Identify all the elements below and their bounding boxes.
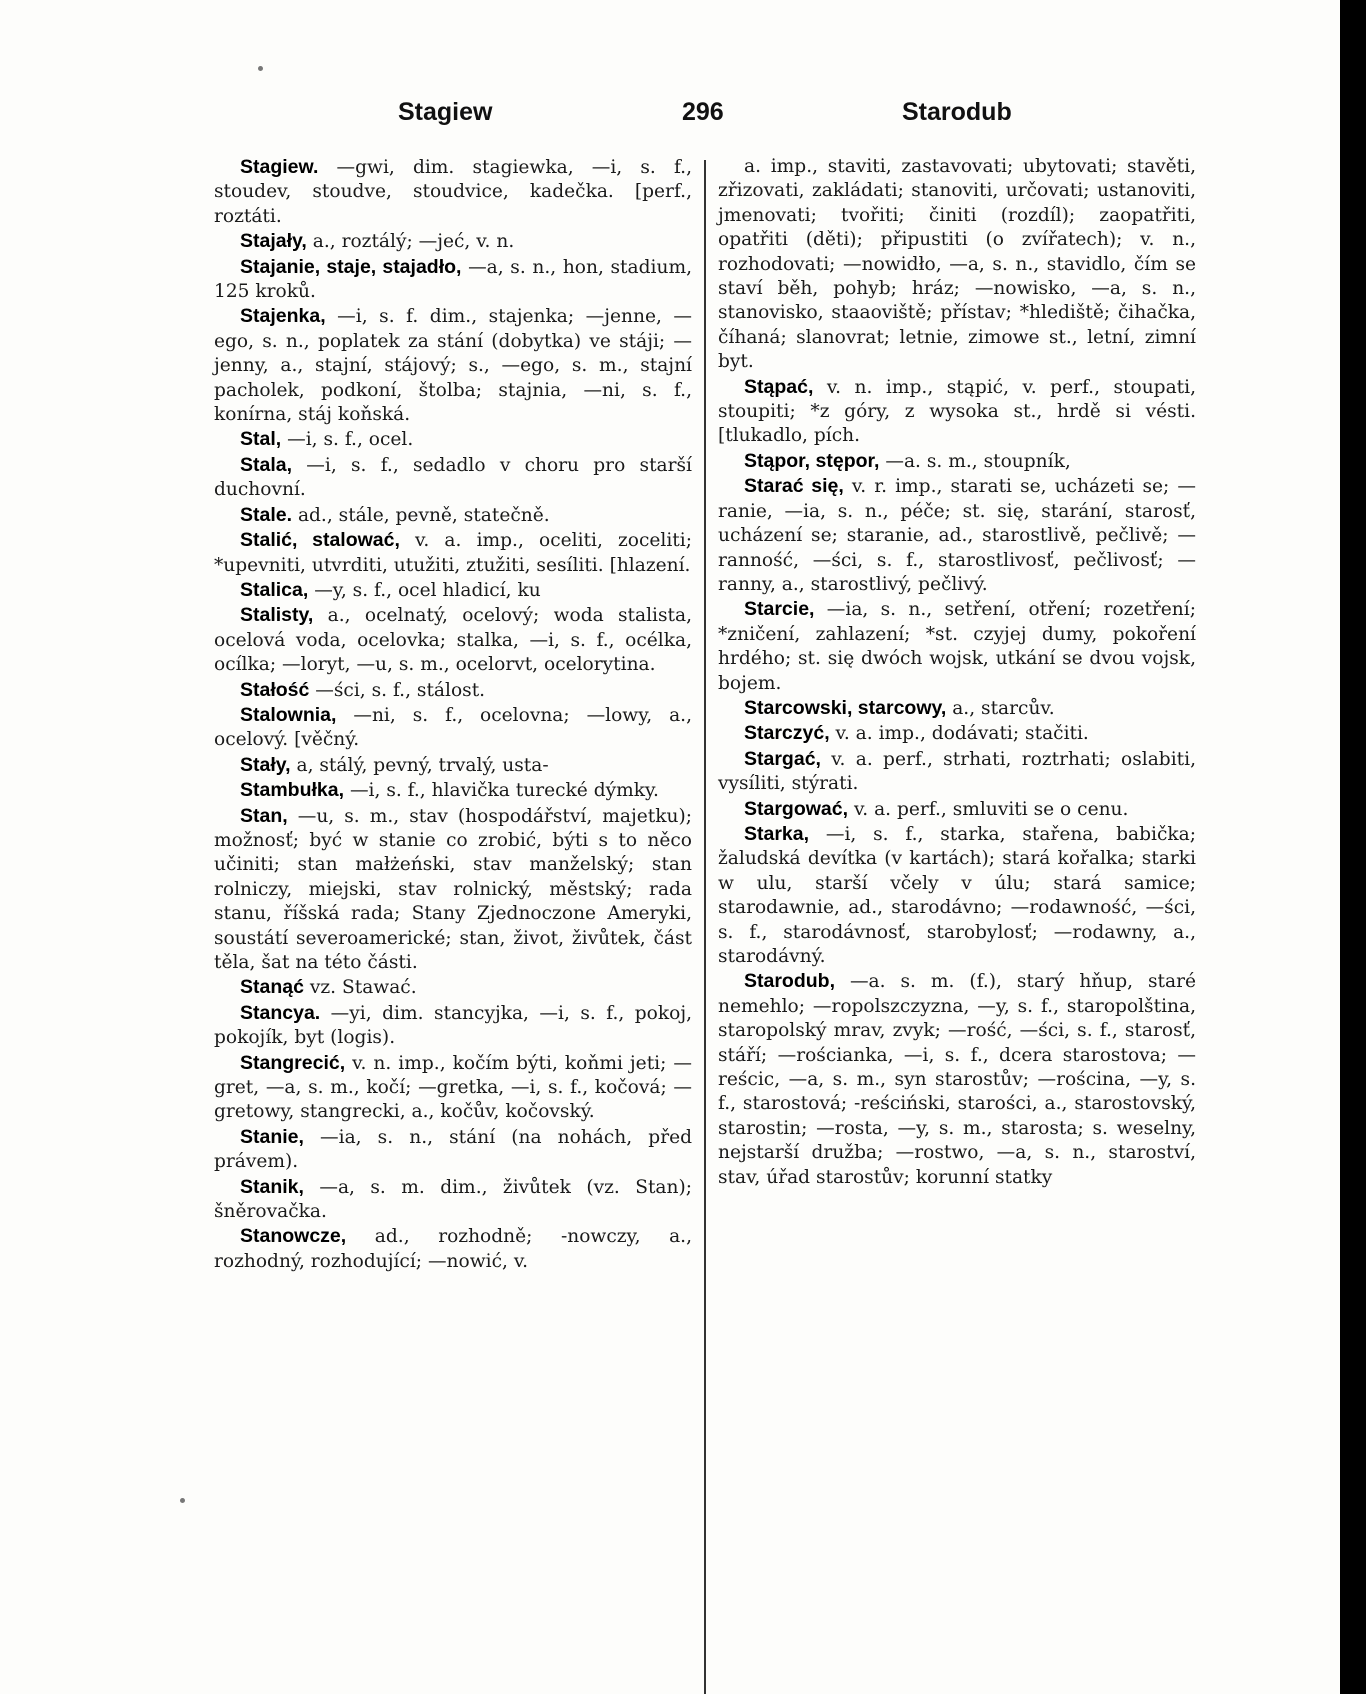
entry-headword: Stanąć [240, 976, 304, 999]
dictionary-entry: Stajanie, staje, stajadło, —a, s. n., hon, stadium, 125 kroků. [214, 255, 692, 303]
entry-headword: Stalić, stalować, [240, 529, 400, 552]
dictionary-entry: Stąpać, v. n. imp., stąpić, v. perf., stoupati, stoupiti; *z góry, z wysoka st., hrdě si vésti. [tlukadlo, pích. [718, 375, 1196, 447]
header-left-guideword: Stagiew [398, 98, 493, 126]
entry-headword: Stały, [240, 753, 291, 776]
dictionary-entry: Stalica, —y, s. f., ocel hladicí, ku [240, 578, 541, 601]
dictionary-entry: Stajenka, —i, s. f. dim., stajenka; —jenne, —ego, s. n., poplatek za stání (dobytka) ve stáji; —jenny, a., stajní, stájový; s., —ego, s. m., stajní pacholek, podkoní, štolba; stajnia, —ni, s. f., konírna, stáj koňská. [214, 305, 692, 426]
entry-headword: Starczyć, [744, 722, 830, 745]
dictionary-entry: Stale. ad., stále, pevně, statečně. [240, 503, 550, 526]
dictionary-entry: Stan, —u, s. m., stav (hospodářství, majetku); možnosť; być w stanie co zrobić, býti s to něco učiniti; stan małżeński, stav manželský; stan rolniczy, miejski, stav rolnický, městský; rada stanu, říšská rada; Stany Zjednoczone Ameryki, soustátí severoamerické; stan, život, živůtek, část těla, šat na této části. [214, 804, 692, 973]
dictionary-entry: Stalić, stalować, v. a. imp., oceliti, zoceliti; *upevniti, utvrditi, utužiti, ztužiti, sesíliti. [hlazení. [214, 529, 692, 576]
dictionary-entry: Stały, a, stálý, pevný, trvalý, usta- [240, 753, 549, 776]
dictionary-entry: Stancya. —yi, dim. stancyjka, —i, s. f., pokoj, pokojík, byt (logis). [214, 1001, 692, 1049]
entry-headword: Stalica, [240, 578, 309, 601]
dictionary-entry: a. imp., staviti, zastavovati; ubytovati; stavěti, zřizovati, zakládati; stanoviti, určovati; ustanoviti, jmenovati; tvořiti; činiti (rozdíl); zaopatřiti, opatřiti (děti); připustiti (o zvířatech); v. n., rozhodovati; —nowidło, —a, s. n., stavidlo, čím se staví běh, pohyb; hráz; —nowisko, —a, s. n., stanovisko, staaoviště; přístav; *hlediště; čihačka, číhaná; slanovrat; letnie, zimowe st., letní, zimní byt. [718, 156, 1196, 373]
dictionary-entry: Starcowski, starcowy, a., starcův. [744, 696, 1055, 719]
entry-headword: Stanik, [240, 1175, 304, 1198]
page-number: 296 [682, 98, 724, 126]
left-column [214, 155, 692, 1274]
dictionary-entry: Stargać, v. a. perf., strhati, roztrhati; oslabiti, vysíliti, stýrati. [718, 747, 1196, 795]
entry-headword: Stargać, [744, 747, 821, 770]
entry-headword: Stalisty, [240, 604, 314, 627]
entry-headword: Stal, [240, 428, 282, 451]
entry-headword: Stala, [240, 453, 293, 476]
dictionary-entry: Stala, —i, s. f., sedadlo v choru pro starší duchovní. [214, 453, 692, 501]
dictionary-entry: Stal, —i, s. f., ocel. [240, 428, 414, 451]
entry-headword: Stałość [240, 678, 310, 701]
dictionary-entry: Starcie, —ia, s. n., setření, otření; rozetření; *zničení, zahlazení; *st. czyjej dumy, pokoření hrdého; st. się dwóch wojsk, utkání se dvou vojsk, bojem. [718, 598, 1196, 694]
entry-headword: Starać się, [744, 475, 844, 498]
speck [180, 1498, 185, 1503]
entry-headword: Stajenka, [240, 305, 326, 328]
entry-headword: Stangrecić, [240, 1051, 346, 1074]
dictionary-entry: Stałość —ści, s. f., stálost. [240, 678, 486, 701]
entry-headword: Stanie, [240, 1125, 304, 1148]
entry-headword: Stanowcze, [240, 1225, 347, 1248]
dictionary-entry: Stargować, v. a. perf., smluviti se o cenu. [744, 797, 1129, 820]
dictionary-entry: Stambułka, —i, s. f., hlavička turecké dýmky. [240, 779, 659, 802]
dictionary-entry: Starać się, v. r. imp., starati se, ucházeti se; —ranie, —ia, s. n., péče; st. się, starání, starosť, ucházení se; staranie, ad., starostlivě, pečlivě; —ranność, —ści, s. f., starostlivosť, pečlivosť; —ranny, a., starostlivý, pečlivý. [718, 475, 1196, 595]
entry-headword: Stajanie, staje, stajadło, [240, 255, 462, 278]
entry-headword: Stancya. [240, 1001, 321, 1024]
entry-headword: Stambułka, [240, 779, 345, 802]
dictionary-entry: Stąpor, stępor, —a. s. m., stoupník, [744, 449, 1071, 472]
dictionary-entry: Stalisty, a., ocelnatý, ocelový; woda stalista, ocelová voda, ocelovka; stalka, —i, s. f., océlka, ocílka; —loryt, —u, s. m., ocelorvt, ocelorytina. [214, 604, 692, 676]
dictionary-entry: Stanie, —ia, s. n., stání (na nohách, před právem). [214, 1125, 692, 1173]
entry-headword: Stąpor, stępor, [744, 449, 880, 472]
page-header [212, 98, 1212, 134]
entry-headword: Stan, [240, 804, 288, 827]
entry-headword: Starcowski, starcowy, [744, 696, 947, 719]
dictionary-entry: Starczyć, v. a. imp., dodávati; stačiti. [744, 722, 1089, 745]
entry-headword: Stąpać, [744, 375, 814, 398]
entry-headword: Stagiew. [240, 156, 319, 178]
entry-headword: Starcie, [744, 598, 815, 621]
dictionary-entry: Stajały, a., roztálý; —jeć, v. n. [240, 230, 515, 253]
dictionary-entry: Stangrecić, v. n. imp., kočím býti, koňmi jeti; —gret, —a, s. m., kočí; —gretka, —i, s. f., kočová; —gretowy, stangrecki, a., kočův, kočovský. [214, 1051, 692, 1123]
dictionary-entry: Stagiew. —gwi, dim. stagiewka, —i, s. f., stoudev, stoudve, stoudvice, kadečka. [perf., roztáti. [214, 156, 692, 227]
entry-headword: Stalownia, [240, 703, 337, 726]
speck [258, 66, 263, 71]
scan-border [1340, 0, 1366, 1694]
right-column [718, 155, 1196, 1190]
column-divider [704, 160, 706, 1694]
entry-headword: Stale. [240, 503, 293, 526]
dictionary-entry: Stanowcze, ad., rozhodně; -nowczy, a., rozhodný, rozhodující; —nowić, v. [214, 1225, 692, 1272]
dictionary-entry: Stalownia, —ni, s. f., ocelovna; —lowy, a., ocelový. [věčný. [214, 703, 692, 751]
entry-headword: Stargować, [744, 797, 849, 820]
dictionary-entry: Stanąć vz. Stawać. [240, 976, 417, 999]
entry-headword: Starodub, [744, 970, 835, 993]
dictionary-entry: Stanik, —a, s. m. dim., živůtek (vz. Stan); šněrovačka. [214, 1175, 692, 1223]
dictionary-entry: Starka, —i, s. f., starka, stařena, babička; žaludská devítka (v kartách); stará kořalka; starki w ulu, starší včely v úlu; stará samice; starodawnie, ad., starodávno; —rodawność, —ści, s. f., starodávnosť, starobylosť; —rodawny, a., starodávný. [718, 822, 1196, 967]
dictionary-entry: Starodub, —a. s. m. (f.), starý hňup, staré nemehlo; —ropolszczyzna, —y, s. f., staropolština, staropolský mrav, zvyk; —rość, —ści, s. f., starosť, stáří; —rościanka, —i, s. f., dcera starostova; —reścic, —a, s. m., syn starostův; —rościna, —y, s. f., starostová; -reściński, staroścі, a., starostovský, starostin; —rosta, —y, s. m., starosta; s. weselny, nejstarší družba; —rostwo, —a, s. n., staroství, stav, úřad starostův; korunní statky [718, 970, 1196, 1188]
entry-headword: Starka, [744, 822, 810, 845]
entry-headword: Stajały, [240, 230, 307, 253]
header-right-guideword: Starodub [902, 98, 1012, 126]
